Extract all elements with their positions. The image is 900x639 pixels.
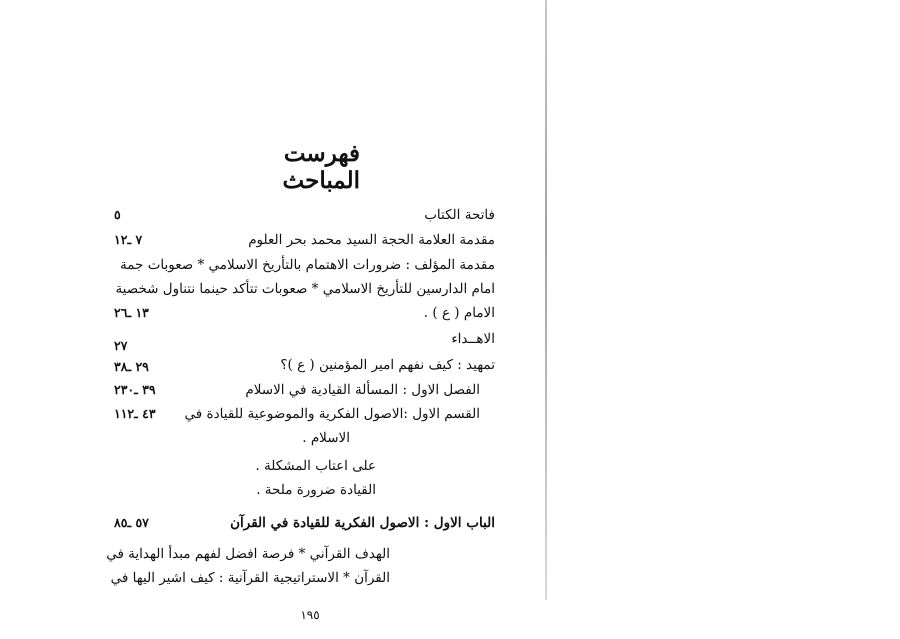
page-number: ١٩٥ bbox=[300, 608, 320, 622]
toc-entry-text: القسم الاول :الاصول الفكرية والموضوعية للقيادة في bbox=[184, 406, 480, 422]
toc-entry-page: ٤٣ ـ١١٢ bbox=[114, 406, 156, 421]
toc-entry-text: الاهــداء bbox=[451, 331, 495, 347]
toc-entry-page: ٢٩ ـ٣٨ bbox=[114, 359, 149, 374]
toc-entry-text: الفصل الاول : المسألة القيادية في الاسلام bbox=[245, 382, 480, 398]
toc-entry-text: مقدمة العلامة الحجة السيد محمد بحر العلوم bbox=[248, 232, 495, 248]
toc-entry-page: ٣٩ ـ٢٣٠ bbox=[114, 382, 156, 397]
toc-entry-text: تمهيد : كيف نفهم امير المؤمنين ( ع )؟ bbox=[280, 357, 495, 373]
page-fold-edge bbox=[545, 0, 547, 600]
toc-entry-text: الامام ( ع ) . bbox=[423, 305, 495, 321]
toc-entry-text: الباب الاول : الاصول الفكرية للقيادة في القرآن bbox=[230, 515, 495, 531]
toc-subentry-text: القيادة ضرورة ملحة . bbox=[256, 482, 376, 498]
toc-entry-page: ٥ bbox=[114, 207, 121, 222]
toc-entry-text: الاسلام . bbox=[302, 430, 350, 446]
toc-entry-page: ١٣ ـ٢٦ bbox=[114, 305, 149, 320]
toc-subentry-text: القرآن * الاستراتيجية القرآنية : كيف اشير اليها في bbox=[110, 570, 390, 586]
toc-subentry-text: على اعتاب المشكلة . bbox=[255, 458, 376, 474]
toc-subentry-text: الهدف القرآني * فرصة افضل لفهم مبدأ الهداية في bbox=[106, 546, 390, 562]
toc-entry-text: مقدمة المؤلف : ضرورات الاهتمام بالتأريخ الاسلامي * صعوبات جمة bbox=[120, 257, 495, 273]
toc-entry-page: ٢٧ bbox=[114, 338, 128, 353]
toc-entry-page: ٥٧ ـ٨٥ bbox=[114, 515, 149, 530]
toc-entry-page: ٧ ـ١٢ bbox=[114, 232, 143, 247]
toc-entry-text: امام الدارسين للتأريخ الاسلامي * صعوبات تتأكد حينما نتناول شخصية bbox=[115, 281, 495, 297]
page-title: فهرست المباحث bbox=[282, 140, 360, 194]
toc-entry-text: فاتحة الكتاب bbox=[424, 207, 495, 223]
